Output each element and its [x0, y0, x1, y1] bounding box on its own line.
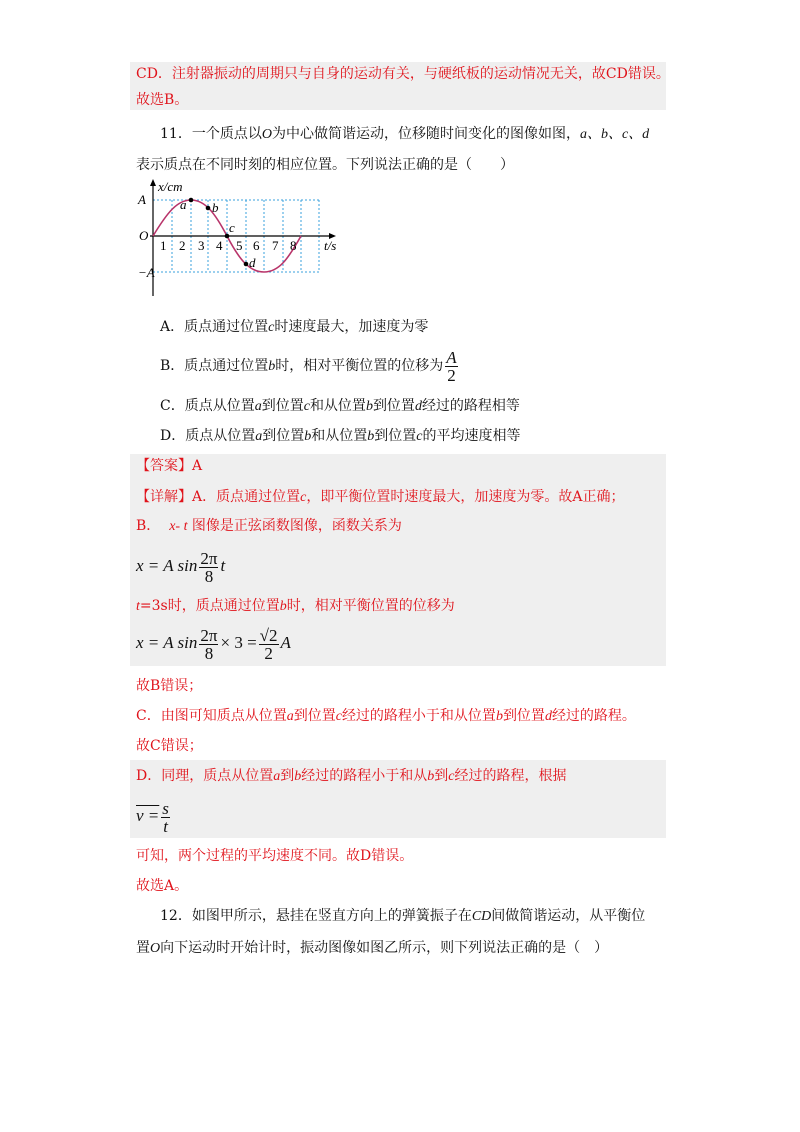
point-a [189, 198, 194, 203]
x-axis-label: t/s [324, 238, 337, 253]
formula-2-fraction-2: $\frac{√2}{2}$ [259, 625, 278, 663]
tick-6: 6 [253, 238, 260, 253]
tick-8: 8 [290, 238, 297, 253]
detail-c: C．由图可知质点从位置a到位置c经过的路程小于和从位置b到位置d经过的路程。 [136, 708, 636, 724]
option-c: C．质点从位置a到位置c和从位置b到位置d经过的路程相等 [160, 398, 520, 414]
detail-a: 【详解】A．质点通过位置c，即平衡位置时速度最大，加速度为零。故A正确； [136, 489, 625, 505]
y-axis-label: x/cm [158, 179, 183, 194]
formula-3-fraction: $\frac{s}{t}$ [162, 798, 169, 836]
label-point-d: d [249, 255, 256, 270]
d-conclusion: 可知，两个过程的平均速度不同。故D错误。 [136, 848, 414, 864]
final-answer: 故选A。 [136, 878, 189, 894]
q12-stem-line1: 12．如图甲所示，悬挂在竖直方向上的弹簧振子在CD间做简谐运动，从平衡位 [160, 908, 646, 924]
option-b: B．质点通过位置b时，相对平衡位置的位移为 $\frac{A}{2}$ [160, 347, 457, 385]
b-wrong: 故B错误； [136, 678, 203, 694]
point-b [206, 206, 211, 211]
detail-b-t3: t=3s时，质点通过位置b时，相对平衡位置的位移为 [136, 598, 455, 614]
detail-d: D．同理，质点从位置a到b经过的路程小于和从b到c经过的路程，根据 [136, 768, 567, 784]
point-d [244, 262, 249, 267]
answer-label: 【答案】A [136, 458, 203, 474]
y-axis-arrow [150, 179, 156, 186]
formula-1-fraction: $\frac{2\pi}{8}$ [200, 548, 218, 586]
label-negA: −A [138, 265, 155, 280]
label-A: A [138, 192, 146, 207]
detail-b-intro: B． x- t 图像是正弦函数图像，函数关系为 [136, 518, 402, 534]
displacement-time-graph [136, 178, 346, 298]
q11-stem-line1: 11．一个质点以O为中心做简谐运动，位移随时间变化的图像如图，a、b、c、d [160, 126, 650, 142]
tick-2: 2 [179, 238, 186, 253]
formula-2-fraction-1: $\frac{2\pi}{8}$ [200, 625, 218, 663]
formula-3: v = $\frac{s}{t}$ [136, 798, 169, 836]
c-wrong: 故C错误； [136, 738, 203, 754]
label-O: O [139, 228, 149, 243]
tick-1: 1 [160, 238, 167, 253]
q11-stem-line2: 表示质点在不同时刻的相应位置。下列说法正确的是（ ） [136, 157, 514, 173]
label-point-b: b [212, 200, 219, 215]
tick-5: 5 [236, 238, 243, 253]
tick-3: 3 [198, 238, 205, 253]
tick-7: 7 [272, 238, 279, 253]
option-a: A．质点通过位置c时速度最大，加速度为零 [160, 319, 429, 335]
tick-4: 4 [216, 238, 223, 253]
formula-2: x = A sin $\frac{2\pi}{8}$ × 3 = $\frac{√2}{2}$ A [136, 625, 291, 663]
top-line-2: 故选B。 [136, 92, 189, 108]
top-line-1: CD．注射器振动的周期只与自身的运动有关，与硬纸板的运动情况无关，故CD错误。 [136, 66, 670, 82]
formula-1: x = A sin $\frac{2\pi}{8}$ t [136, 548, 226, 586]
label-point-c: c [229, 220, 235, 235]
option-d: D．质点从位置a到位置b和从位置b到位置c的平均速度相等 [160, 428, 521, 444]
label-point-a: a [180, 197, 187, 212]
option-b-fraction: $\frac{A}{2}$ [446, 347, 457, 385]
q12-stem-line2: 置O向下运动时开始计时，振动图像如图乙所示，则下列说法正确的是（ ） [136, 940, 609, 956]
